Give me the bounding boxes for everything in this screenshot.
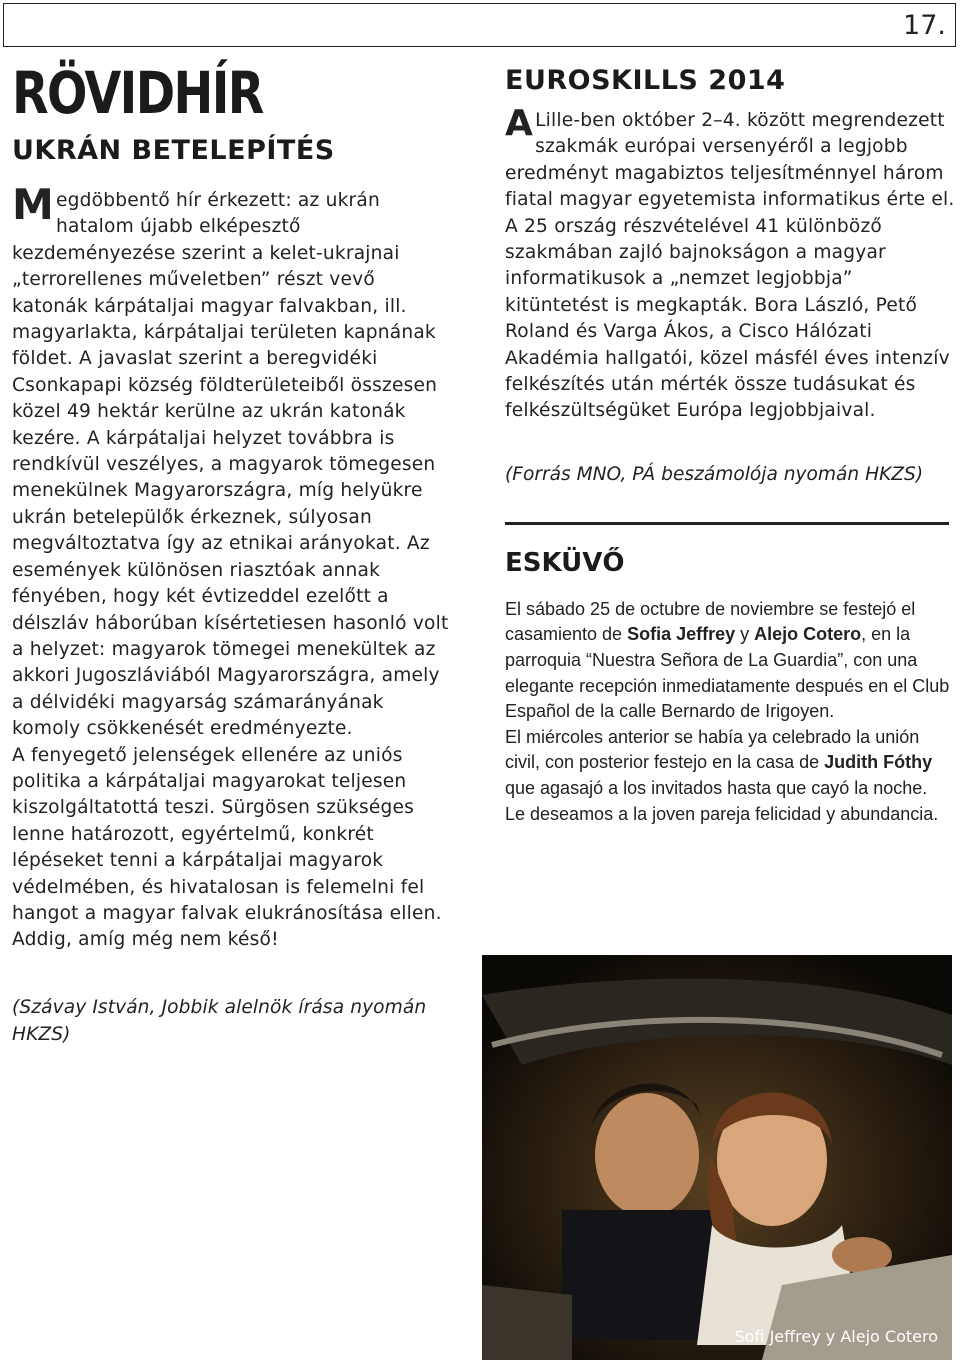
euroskills-title: EUROSKILLS 2014 bbox=[505, 65, 786, 96]
wedding-title: ESKÜVŐ bbox=[505, 547, 625, 578]
wedding-photo bbox=[482, 955, 952, 1360]
wedding-text: El sábado 25 de octubre de noviembre se festejó el casamiento de bbox=[505, 598, 916, 645]
host-name: Judith Fóthy bbox=[824, 752, 933, 773]
euroskills-source: (Forrás MNO, PÁ beszámolója nyomán HKZS) bbox=[505, 463, 924, 485]
wedding-text: , en la parroquia “Nuestra Señora de La Guardia”, con una elegante recepción inmediatamente después en el Club Español de la calle Bernardo de Irigoyen. bbox=[505, 624, 950, 722]
euroskills-text: Lille-ben október 2–4. között megrendezett szakmák európai versenyéről a legjobb eredményt magabiztos teljesítménnyel három fiatal magyar egyetemista informatikus érte el. A 25 ország részvételével 41 különböző szakmában zajló bajnokságon a magyar informatikusok a „nemzet legjobbja” kitüntetést is megkapták. Bora László, Pető Roland és Varga Ákos, a Cisco Hálózati Akadémia hallgatói, közel másfél éves intenzív felkészítés után mérték össze tudásukat és felkészültségüket Európa legjobbjaival. bbox=[505, 110, 955, 422]
drop-cap: M bbox=[12, 180, 54, 229]
article-paragraph-1-text: egdöbbentő hír érkezett: az ukrán hatalom újabb elképesztő kezdeményezése szerint a kelet-ukrajnai „terrorellenes műveletben” részt vevő katonák kárpátaljai magyar falvakban, ill. magyarlakta, kárpátaljai területen kapnának földet. A javaslat szerint a beregvidéki Csonkapapi község földterületeiből összesen közel 49 hektár kerülne az ukrán katonák kezére. A kárpátaljai helyzet továbbra is rendkívül veszélyes, a magyarok tömegesen menekülnek Magyarországra, míg helyükre ukrán betelepülők érkeznek, súlyosan megváltoztatva így az etnikai arányokat. Az események különösen riasztóak annak fényében, hogy két évtizeddel ezelőtt a délszláv háborúban kísértetiesen hasonló volt a helyzet: magyarok tömegei menekültek az akkori Jugoszláviából Magyarországra, amely a délvidéki magyarság számarányának komoly csökkenését eredményezte. bbox=[12, 190, 449, 740]
bride-name: Sofia Jeffrey bbox=[627, 624, 736, 645]
wedding-paragraph-2 bbox=[505, 725, 951, 802]
wedding-paragraph-1 bbox=[505, 597, 951, 725]
euroskills-body bbox=[505, 103, 955, 425]
article-paragraph-2: A fenyegető jelenségek ellenére az uniós politika a kárpátaljai magyarokat teljesen kiszolgáltatottá teszi. Sürgösen szükséges lenne határozott, egyértelmű, konkrét lépéseket tenni a kárpátaljai magyarok védelmében, és hivatalosan is felemelni fel hangot a magyar falvak elukránosítása ellen. Addig, amíg még nem késő! bbox=[12, 744, 442, 951]
right-column bbox=[505, 62, 955, 827]
wedding-text: y bbox=[735, 624, 755, 645]
wedding-body bbox=[505, 597, 951, 827]
wedding-paragraph-3: Le deseamos a la joven pareja felicidad y abundancia. bbox=[505, 803, 939, 824]
euroskills-drop-cap: A bbox=[505, 103, 534, 144]
photo-caption: Sofi Jeffrey y Alejo Cotero bbox=[734, 1327, 938, 1346]
wedding-text: El miércoles anterior se había ya celebrado la unión civil, con posterior festejo en la casa de bbox=[505, 726, 920, 773]
groom-name: Alejo Cotero bbox=[754, 624, 862, 645]
page-number: 17. bbox=[903, 10, 946, 41]
wedding-text: que agasajó a los invitados hasta que cayó la noche. bbox=[505, 778, 928, 799]
wedding-photo-illustration bbox=[482, 955, 952, 1360]
section-divider bbox=[505, 522, 949, 525]
header-rule-box bbox=[3, 3, 956, 47]
section-kicker: RÖVIDHÍR bbox=[12, 59, 263, 127]
article-paragraph-1 bbox=[12, 180, 452, 743]
article-body bbox=[12, 180, 452, 954]
article-source: (Szávay István, Jobbik alelnök írása nyomán HKZS) bbox=[12, 996, 427, 1045]
left-column bbox=[12, 58, 452, 1048]
article-headline: UKRÁN BETELEPÍTÉS bbox=[12, 135, 335, 166]
